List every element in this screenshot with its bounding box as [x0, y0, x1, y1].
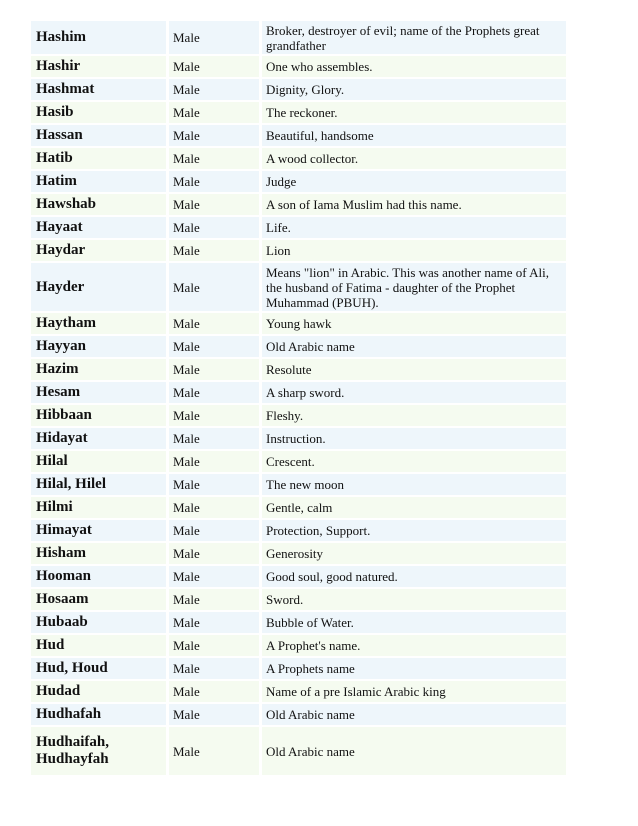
table-row	[31, 681, 566, 702]
meaning-cell: Sword.	[262, 589, 566, 610]
gender-cell: Male	[169, 704, 259, 725]
meaning-cell: Bubble of Water.	[262, 612, 566, 633]
table-row	[31, 405, 566, 426]
gender-cell: Male	[169, 520, 259, 541]
gender-cell: Male	[169, 681, 259, 702]
gender-cell: Male	[169, 56, 259, 77]
gender-cell: Male	[169, 102, 259, 123]
meaning-cell: A sharp sword.	[262, 382, 566, 403]
table-row	[31, 56, 566, 77]
gender-cell: Male	[169, 148, 259, 169]
table-row	[31, 240, 566, 261]
name-cell: Hudhaifah, Hudhayfah	[31, 727, 166, 775]
name-cell: Hilal, Hilel	[31, 474, 166, 495]
name-cell: Hud, Houd	[31, 658, 166, 679]
name-cell: Hud	[31, 635, 166, 656]
meaning-cell: Dignity, Glory.	[262, 79, 566, 100]
gender-cell: Male	[169, 658, 259, 679]
meaning-cell: Old Arabic name	[262, 336, 566, 357]
table-row	[31, 102, 566, 123]
name-cell: Hashir	[31, 56, 166, 77]
name-cell: Hibbaan	[31, 405, 166, 426]
gender-cell: Male	[169, 240, 259, 261]
table-row	[31, 382, 566, 403]
meaning-cell: Fleshy.	[262, 405, 566, 426]
meaning-cell: Young hawk	[262, 313, 566, 334]
meaning-cell: A Prophets name	[262, 658, 566, 679]
table-row	[31, 21, 566, 54]
gender-cell: Male	[169, 543, 259, 564]
meaning-cell: Resolute	[262, 359, 566, 380]
name-cell: Hawshab	[31, 194, 166, 215]
table-row	[31, 148, 566, 169]
name-cell: Hooman	[31, 566, 166, 587]
gender-cell: Male	[169, 125, 259, 146]
name-cell: Hazim	[31, 359, 166, 380]
meaning-cell: Broker, destroyer of evil; name of the Prophets great grandfather	[262, 21, 566, 54]
table-row	[31, 313, 566, 334]
table-row	[31, 336, 566, 357]
meaning-cell: Old Arabic name	[262, 704, 566, 725]
name-cell: Hudad	[31, 681, 166, 702]
meaning-cell: A son of Iama Muslim had this name.	[262, 194, 566, 215]
table-row	[31, 497, 566, 518]
name-cell: Hashmat	[31, 79, 166, 100]
meaning-cell: A Prophet's name.	[262, 635, 566, 656]
table-row	[31, 635, 566, 656]
table-row	[31, 704, 566, 725]
table-row	[31, 428, 566, 449]
name-cell: Hayaat	[31, 217, 166, 238]
gender-cell: Male	[169, 635, 259, 656]
gender-cell: Male	[169, 589, 259, 610]
table-row	[31, 194, 566, 215]
gender-cell: Male	[169, 313, 259, 334]
gender-cell: Male	[169, 497, 259, 518]
name-cell: Haytham	[31, 313, 166, 334]
gender-cell: Male	[169, 451, 259, 472]
table-row	[31, 79, 566, 100]
names-table-body	[31, 21, 566, 775]
name-cell: Hilal	[31, 451, 166, 472]
gender-cell: Male	[169, 405, 259, 426]
table-row	[31, 566, 566, 587]
gender-cell: Male	[169, 382, 259, 403]
table-row	[31, 727, 566, 775]
table-row	[31, 474, 566, 495]
meaning-cell: Instruction.	[262, 428, 566, 449]
gender-cell: Male	[169, 217, 259, 238]
name-cell: Haydar	[31, 240, 166, 261]
meaning-cell: Gentle, calm	[262, 497, 566, 518]
meaning-cell: Lion	[262, 240, 566, 261]
meaning-cell: A wood collector.	[262, 148, 566, 169]
name-cell: Hesam	[31, 382, 166, 403]
name-cell: Hatib	[31, 148, 166, 169]
gender-cell: Male	[169, 474, 259, 495]
meaning-cell: One who assembles.	[262, 56, 566, 77]
gender-cell: Male	[169, 336, 259, 357]
gender-cell: Male	[169, 566, 259, 587]
gender-cell: Male	[169, 359, 259, 380]
gender-cell: Male	[169, 428, 259, 449]
meaning-cell: The new moon	[262, 474, 566, 495]
name-cell: Hayyan	[31, 336, 166, 357]
meaning-cell: Name of a pre Islamic Arabic king	[262, 681, 566, 702]
name-cell: Hubaab	[31, 612, 166, 633]
meaning-cell: Judge	[262, 171, 566, 192]
names-table	[31, 19, 566, 777]
table-row	[31, 520, 566, 541]
meaning-cell: Good soul, good natured.	[262, 566, 566, 587]
table-row	[31, 171, 566, 192]
table-row	[31, 125, 566, 146]
name-cell: Hosaam	[31, 589, 166, 610]
gender-cell: Male	[169, 263, 259, 311]
name-cell: Hisham	[31, 543, 166, 564]
gender-cell: Male	[169, 21, 259, 54]
gender-cell: Male	[169, 171, 259, 192]
name-cell: Hudhafah	[31, 704, 166, 725]
table-row	[31, 263, 566, 311]
meaning-cell: Old Arabic name	[262, 727, 566, 775]
table-row	[31, 359, 566, 380]
table-row	[31, 612, 566, 633]
name-cell: Hasib	[31, 102, 166, 123]
table-row	[31, 217, 566, 238]
table-row	[31, 658, 566, 679]
name-cell: Hayder	[31, 263, 166, 311]
name-cell: Hashim	[31, 21, 166, 54]
meaning-cell: Life.	[262, 217, 566, 238]
gender-cell: Male	[169, 727, 259, 775]
gender-cell: Male	[169, 79, 259, 100]
meaning-cell: Means "lion" in Arabic. This was another name of Ali, the husband of Fatima - daughter of the Prophet Muhammad (PBUH).	[262, 263, 566, 311]
table-row	[31, 589, 566, 610]
name-cell: Hassan	[31, 125, 166, 146]
name-cell: Hidayat	[31, 428, 166, 449]
meaning-cell: Crescent.	[262, 451, 566, 472]
name-cell: Himayat	[31, 520, 166, 541]
meaning-cell: Beautiful, handsome	[262, 125, 566, 146]
meaning-cell: Protection, Support.	[262, 520, 566, 541]
gender-cell: Male	[169, 194, 259, 215]
meaning-cell: The reckoner.	[262, 102, 566, 123]
table-row	[31, 451, 566, 472]
gender-cell: Male	[169, 612, 259, 633]
name-cell: Hilmi	[31, 497, 166, 518]
name-cell: Hatim	[31, 171, 166, 192]
meaning-cell: Generosity	[262, 543, 566, 564]
table-row	[31, 543, 566, 564]
